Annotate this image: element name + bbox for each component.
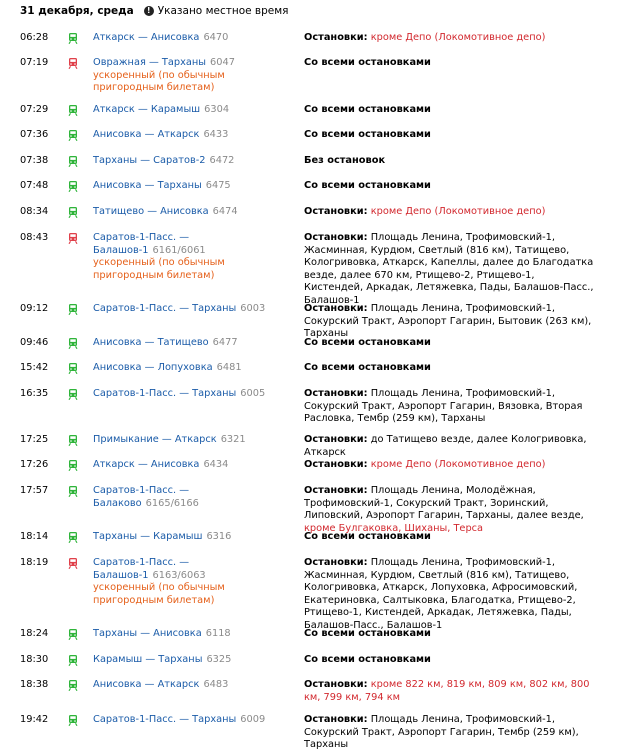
stops-label: Остановки: (304, 303, 368, 314)
stops-text: Без остановок (304, 155, 386, 166)
stops-label: Остановки: (304, 206, 368, 217)
stops-text: Со всеми остановками (304, 57, 431, 68)
train-icon (68, 629, 78, 640)
train-number: 6316 (206, 531, 232, 542)
stops-text: Площадь Ленина, Трофимовский-1, Сокурский Тракт, Аэропорт Гагарин, Бытовик (263 км), Тарханы (304, 303, 592, 340)
departure-time: 07:29 (20, 104, 49, 115)
route-link[interactable]: Аткарск — Анисовка (93, 32, 200, 43)
route-cell (93, 679, 288, 692)
stops-text: Со всеми остановками (304, 104, 431, 115)
stops-text: до Татищево везде, далее Кологривовка, Аткарск (304, 434, 587, 458)
route-link[interactable]: Тарханы — Саратов-2 (93, 155, 206, 166)
route-cell (93, 337, 288, 350)
route-link[interactable]: Саратов-1-Пасс. — Балаково (93, 485, 190, 509)
train-number: 6003 (240, 303, 266, 314)
route-cell (93, 232, 288, 282)
stops-cell (304, 679, 594, 704)
route-cell (93, 654, 288, 667)
stops-label: Остановки: (304, 434, 368, 445)
train-number: 6118 (205, 628, 231, 639)
train-number: 6165/6166 (145, 497, 199, 509)
stops-text: Площадь Ленина, Трофимовский-1, Жасминная, Курдюм, Светлый (816 км), Татищево, Кологривовка, Аткарск, Лопуховка, Афросимовский, Екатериновка, Салтыковка, Благодатка, Ртищево-2, Ртищево-1, Кистендей, Аркадак, Летяжевка, Пады, Балашов-Пасс., Балашов-1 (304, 557, 578, 631)
train-icon (68, 655, 78, 666)
route-cell (93, 557, 288, 607)
stops-cell (304, 531, 594, 544)
train-number: 6475 (205, 180, 231, 191)
express-train-icon (68, 233, 78, 244)
stops-cell (304, 206, 594, 219)
stops-exception: кроме Депо (Локомотивное депо) (370, 459, 546, 470)
stops-cell (304, 557, 594, 633)
route-link[interactable]: Саратов-1-Пасс. — Балашов-1 (93, 557, 190, 581)
departure-time: 17:57 (20, 485, 49, 496)
express-note: ускоренный (по обычным пригородным билетам) (93, 69, 225, 94)
timezone-note: Указано местное время (157, 5, 289, 17)
train-icon (68, 486, 78, 497)
departure-time: 07:48 (20, 180, 49, 191)
route-cell (93, 206, 288, 219)
schedule-header (20, 3, 288, 19)
stops-cell (304, 654, 594, 667)
route-link[interactable]: Анисовка — Аткарск (93, 679, 200, 690)
departure-time: 06:28 (20, 32, 49, 43)
route-link[interactable]: Саратов-1-Пасс. — Балашов-1 (93, 232, 190, 256)
departure-time: 19:42 (20, 714, 49, 725)
route-link[interactable]: Примыкание — Аткарск (93, 434, 217, 445)
route-cell (93, 180, 288, 193)
stops-text: Площадь Ленина, Молодёжная, Трофимовский-1, Сокурский Тракт, Зоринский, Липовский, Аэропорт Гагарин, Тарханы, далее везде, (304, 485, 584, 522)
route-cell (93, 459, 288, 472)
departure-time: 18:38 (20, 679, 49, 690)
train-icon (68, 130, 78, 141)
stops-text: Площадь Ленина, Трофимовский-1, Сокурский Тракт, Аэропорт Гагарин, Вязовка, Вторая Расловка, Тембр (259 км), Тарханы (304, 388, 583, 425)
departure-time: 08:43 (20, 232, 49, 243)
route-link[interactable]: Анисовка — Аткарск (93, 129, 200, 140)
train-icon (68, 181, 78, 192)
train-number: 6161/6061 (152, 244, 206, 256)
train-icon (68, 33, 78, 44)
train-icon (68, 389, 78, 400)
info-icon: ! (144, 6, 154, 16)
route-cell (93, 434, 288, 447)
route-cell (93, 531, 288, 544)
stops-text: Площадь Ленина, Трофимовский-1, Жасминная, Курдюм, Светлый (816 км), Татищево, Кологривовка, Аткарск, Капеллы, далее до Благодатка везде, далее 670 км, Ртищево-2, Ртищево-1, Кистендей, Аркадак, Летяжевка, Пады, Балашов-Пасс., Балашов-1 (304, 232, 594, 306)
train-icon (68, 156, 78, 167)
stops-cell (304, 232, 594, 308)
stops-text: Со всеми остановками (304, 531, 431, 542)
train-icon (68, 532, 78, 543)
stops-cell (304, 434, 594, 459)
train-icon (68, 435, 78, 446)
stops-cell (304, 714, 594, 752)
stops-label: Остановки: (304, 32, 368, 43)
stops-text: Со всеми остановками (304, 654, 431, 665)
departure-time: 07:36 (20, 129, 49, 140)
departure-time: 07:38 (20, 155, 49, 166)
departure-time: 18:14 (20, 531, 49, 542)
stops-label: Остановки: (304, 388, 368, 399)
route-link[interactable]: Татищево — Анисовка (93, 206, 209, 217)
departure-time: 09:12 (20, 303, 49, 314)
departure-time: 18:24 (20, 628, 49, 639)
stops-text: Со всеми остановками (304, 129, 431, 140)
train-icon (68, 460, 78, 471)
route-cell (93, 485, 288, 510)
departure-time: 09:46 (20, 337, 49, 348)
stops-cell (304, 104, 594, 117)
route-link[interactable]: Овражная — Тарханы (93, 57, 207, 68)
train-number: 6477 (212, 337, 238, 348)
route-cell (93, 32, 288, 45)
stops-cell (304, 485, 594, 535)
route-cell (93, 628, 288, 641)
route-link[interactable]: Анисовка — Тарханы (93, 180, 202, 191)
stops-text: Со всеми остановками (304, 180, 431, 191)
express-train-icon (68, 58, 78, 69)
stops-text: Со всеми остановками (304, 337, 431, 348)
stops-exception: кроме 822 км, 819 км, 809 км, 802 км, 800 км, 799 км, 794 км (304, 679, 590, 703)
stops-text: Со всеми остановками (304, 628, 431, 639)
train-icon (68, 304, 78, 315)
stops-cell (304, 362, 594, 375)
train-number: 6434 (203, 459, 229, 470)
route-cell (93, 714, 288, 727)
route-cell (93, 362, 288, 375)
route-link[interactable]: Анисовка — Лопуховка (93, 362, 213, 373)
train-icon (68, 715, 78, 726)
train-number: 6470 (203, 32, 229, 43)
stops-cell (304, 337, 594, 350)
departure-time: 17:26 (20, 459, 49, 470)
train-number: 6005 (240, 388, 266, 399)
route-cell (93, 129, 288, 142)
stops-label: Остановки: (304, 459, 368, 470)
train-number: 6472 (209, 155, 235, 166)
stops-text: Со всеми остановками (304, 362, 431, 373)
departure-time: 18:19 (20, 557, 49, 568)
departure-time: 18:30 (20, 654, 49, 665)
train-number: 6433 (203, 129, 229, 140)
route-cell (93, 155, 288, 168)
stops-cell (304, 303, 594, 341)
route-link[interactable]: Карамыш — Тарханы (93, 654, 203, 665)
stops-exception: кроме Депо (Локомотивное депо) (370, 206, 546, 217)
train-icon (68, 338, 78, 349)
departure-time: 17:25 (20, 434, 49, 445)
stops-label: Остановки: (304, 485, 368, 496)
train-number: 6163/6063 (152, 569, 206, 581)
train-number: 6047 (210, 57, 235, 68)
route-cell (93, 57, 288, 95)
departure-time: 08:34 (20, 206, 49, 217)
stops-label: Остановки: (304, 232, 368, 243)
stops-exception: кроме Булгаковка, Шиханы, Терса (304, 522, 484, 534)
train-number: 6481 (216, 362, 242, 373)
route-link[interactable]: Аткарск — Анисовка (93, 459, 200, 470)
route-link[interactable]: Саратов-1-Пасс. — Тарханы (93, 388, 237, 399)
stops-cell (304, 155, 594, 168)
train-icon (68, 207, 78, 218)
schedule-date: 31 декабря, среда (20, 5, 134, 17)
stops-cell (304, 129, 594, 142)
stops-cell (304, 388, 594, 426)
stops-cell (304, 628, 594, 641)
train-icon (68, 105, 78, 116)
express-train-icon (68, 558, 78, 569)
train-number: 6009 (240, 714, 266, 725)
stops-label: Остановки: (304, 679, 368, 690)
stops-cell (304, 32, 594, 45)
stops-text: Площадь Ленина, Трофимовский-1, Сокурский Тракт, Аэропорт Гагарин, Тембр (259 км), Тарханы (304, 714, 579, 751)
departure-time: 07:19 (20, 57, 49, 68)
train-icon (68, 680, 78, 691)
departure-time: 15:42 (20, 362, 49, 373)
express-note: ускоренный (по обычным пригородным билетам) (93, 582, 225, 606)
train-number: 6325 (206, 654, 232, 665)
stops-cell (304, 57, 594, 70)
stops-cell (304, 180, 594, 193)
express-note: ускоренный (по обычным пригородным билетам) (93, 257, 225, 281)
route-link[interactable]: Анисовка — Татищево (93, 337, 209, 348)
train-number: 6321 (220, 434, 246, 445)
stops-label: Остановки: (304, 714, 368, 725)
train-icon (68, 363, 78, 374)
train-number: 6304 (204, 104, 230, 115)
stops-exception: кроме Депо (Локомотивное депо) (370, 32, 546, 43)
stops-cell (304, 459, 594, 472)
stops-label: Остановки: (304, 557, 368, 568)
departure-time: 16:35 (20, 388, 49, 399)
train-number: 6474 (212, 206, 238, 217)
route-link[interactable]: Тарханы — Анисовка (93, 628, 202, 639)
route-cell (93, 388, 288, 401)
route-link[interactable]: Аткарск — Карамыш (93, 104, 201, 115)
route-cell (93, 104, 288, 117)
route-link[interactable]: Тарханы — Карамыш (93, 531, 203, 542)
route-link[interactable]: Саратов-1-Пасс. — Тарханы (93, 303, 237, 314)
route-cell (93, 303, 288, 316)
train-number: 6483 (203, 679, 229, 690)
route-link[interactable]: Саратов-1-Пасс. — Тарханы (93, 714, 237, 725)
